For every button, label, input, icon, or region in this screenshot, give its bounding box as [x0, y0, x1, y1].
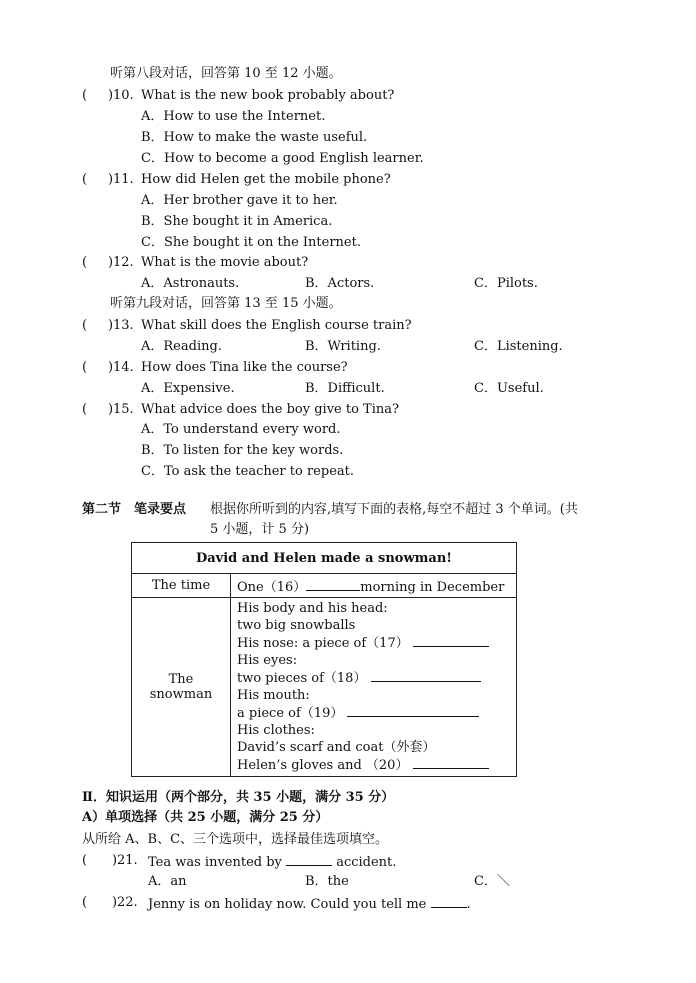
answer-paren-open: (: [82, 318, 88, 333]
option-b: B．To listen for the key words.: [141, 443, 344, 458]
question-stem: What advice does the boy give to Tina?: [141, 402, 399, 417]
section-8-intro: 听第八段对话，回答第 10 至 12 小题。: [110, 66, 342, 81]
blank-22[interactable]: [431, 895, 467, 908]
answer-paren-open: (: [82, 360, 88, 375]
question-number: 14.: [113, 360, 134, 375]
question-number: 15.: [113, 402, 134, 417]
part-2-heading: 第二节 笔录要点: [82, 502, 187, 517]
answer-paren-open: (: [82, 895, 88, 910]
answer-paren-close: ): [108, 88, 114, 103]
row-label-snowman: [132, 598, 231, 777]
option-b: B．She bought it in America.: [141, 214, 333, 229]
answer-paren-close: ): [112, 895, 118, 910]
option-c: C．She bought it on the Internet.: [141, 235, 361, 250]
option-a: A．Reading.: [141, 339, 222, 354]
option-c: C．How to become a good English learner.: [141, 151, 424, 166]
question-stem: How does Tina like the course?: [141, 360, 348, 375]
option-b: B．How to make the waste useful.: [141, 130, 368, 145]
table-caption: David and Helen made a snowman!: [132, 543, 517, 574]
answer-paren-close: ): [112, 853, 118, 868]
stem-after: accident.: [336, 855, 397, 870]
option-b: B．the: [305, 874, 349, 889]
answer-paren-close: ): [108, 402, 114, 417]
answer-paren-close: ): [108, 360, 114, 375]
snowman-line: Helen’s gloves and （20）: [237, 758, 409, 773]
option-a: A．Her brother gave it to her.: [141, 193, 338, 208]
option-a: A．Astronauts.: [141, 276, 240, 291]
part-ii-instruction: 从所给 A、B、C、三个选项中，选择最佳选项填空。: [82, 832, 389, 847]
part-2-instruction: 根据你所听到的内容,填写下面的表格,每空不超过 3 个单词。(共: [210, 502, 578, 517]
snowman-line: His nose: a piece of（17）: [237, 636, 409, 651]
option-b: B．Actors.: [305, 276, 375, 291]
question-number: 12.: [113, 255, 134, 270]
snowman-line: His clothes:: [237, 723, 315, 738]
question-number: 22.: [117, 895, 138, 910]
section-9-intro: 听第九段对话，回答第 13 至 15 小题。: [110, 296, 342, 311]
option-c: C．To ask the teacher to repeat.: [141, 464, 354, 479]
question-stem: What is the new book probably about?: [141, 88, 395, 103]
blank-16-prefix: One（16）: [237, 580, 307, 595]
stem-before: Jenny is on holiday now. Could you tell me: [148, 897, 427, 912]
part-ii-heading: Ⅱ．知识运用（两个部分，共 35 小题，满分 35 分）: [82, 790, 395, 805]
question-stem: How did Helen get the mobile phone?: [141, 172, 391, 187]
option-a: A．Expensive.: [141, 381, 235, 396]
option-a: A．How to use the Internet.: [141, 109, 326, 124]
label-snowman: snowman: [149, 687, 213, 702]
answer-paren-open: (: [82, 402, 88, 417]
option-a: A．an: [148, 874, 187, 889]
part-ii-subheading: A）单项选择（共 25 小题，满分 25 分）: [82, 810, 329, 825]
stem-before: Tea was invented by: [148, 855, 282, 870]
option-b: B．Writing.: [305, 339, 381, 354]
blank-18[interactable]: [371, 669, 481, 682]
stem-after: .: [466, 897, 471, 912]
option-c: C．Useful.: [474, 381, 544, 396]
snowman-line: two pieces of（18）: [237, 671, 367, 686]
blank-16-suffix: morning in December: [360, 580, 505, 595]
part-2-instruction-score: 5 小题，计 5 分): [210, 522, 310, 537]
blank-21[interactable]: [286, 853, 332, 866]
option-a: A．To understand every word.: [141, 422, 341, 437]
question-number: 10.: [113, 88, 134, 103]
question-stem: [148, 853, 396, 871]
blank-16[interactable]: [306, 578, 360, 591]
row-snowman-cell: [231, 598, 517, 777]
snowman-line: His eyes:: [237, 653, 298, 668]
answer-paren-open: (: [82, 255, 88, 270]
question-stem: [148, 895, 471, 913]
answer-paren-close: ): [108, 255, 114, 270]
blank-17[interactable]: [413, 634, 489, 647]
row-label-time: The time: [132, 574, 231, 598]
question-number: 21.: [117, 853, 138, 868]
snowman-line: David’s scarf and coat（外套）: [237, 740, 436, 755]
snowman-line: a piece of（19）: [237, 706, 344, 721]
option-c: C．＼: [474, 874, 510, 889]
row-time-cell: [231, 574, 517, 598]
question-number: 11.: [113, 172, 134, 187]
blank-20[interactable]: [413, 756, 489, 769]
snowman-line: His mouth:: [237, 688, 310, 703]
option-c: C．Pilots.: [474, 276, 538, 291]
label-the: The: [168, 672, 194, 687]
snowman-line: two big snowballs: [237, 618, 356, 633]
notes-table: [131, 542, 517, 777]
option-c: C．Listening.: [474, 339, 563, 354]
answer-paren-close: ): [108, 172, 114, 187]
question-stem: What is the movie about?: [141, 255, 309, 270]
option-b: B．Difficult.: [305, 381, 385, 396]
question-number: 13.: [113, 318, 134, 333]
blank-19[interactable]: [347, 704, 479, 717]
question-stem: What skill does the English course train?: [141, 318, 412, 333]
answer-paren-open: (: [82, 853, 88, 868]
answer-paren-close: ): [108, 318, 114, 333]
answer-paren-open: (: [82, 172, 88, 187]
answer-paren-open: (: [82, 88, 88, 103]
snowman-line: His body and his head:: [237, 601, 388, 616]
